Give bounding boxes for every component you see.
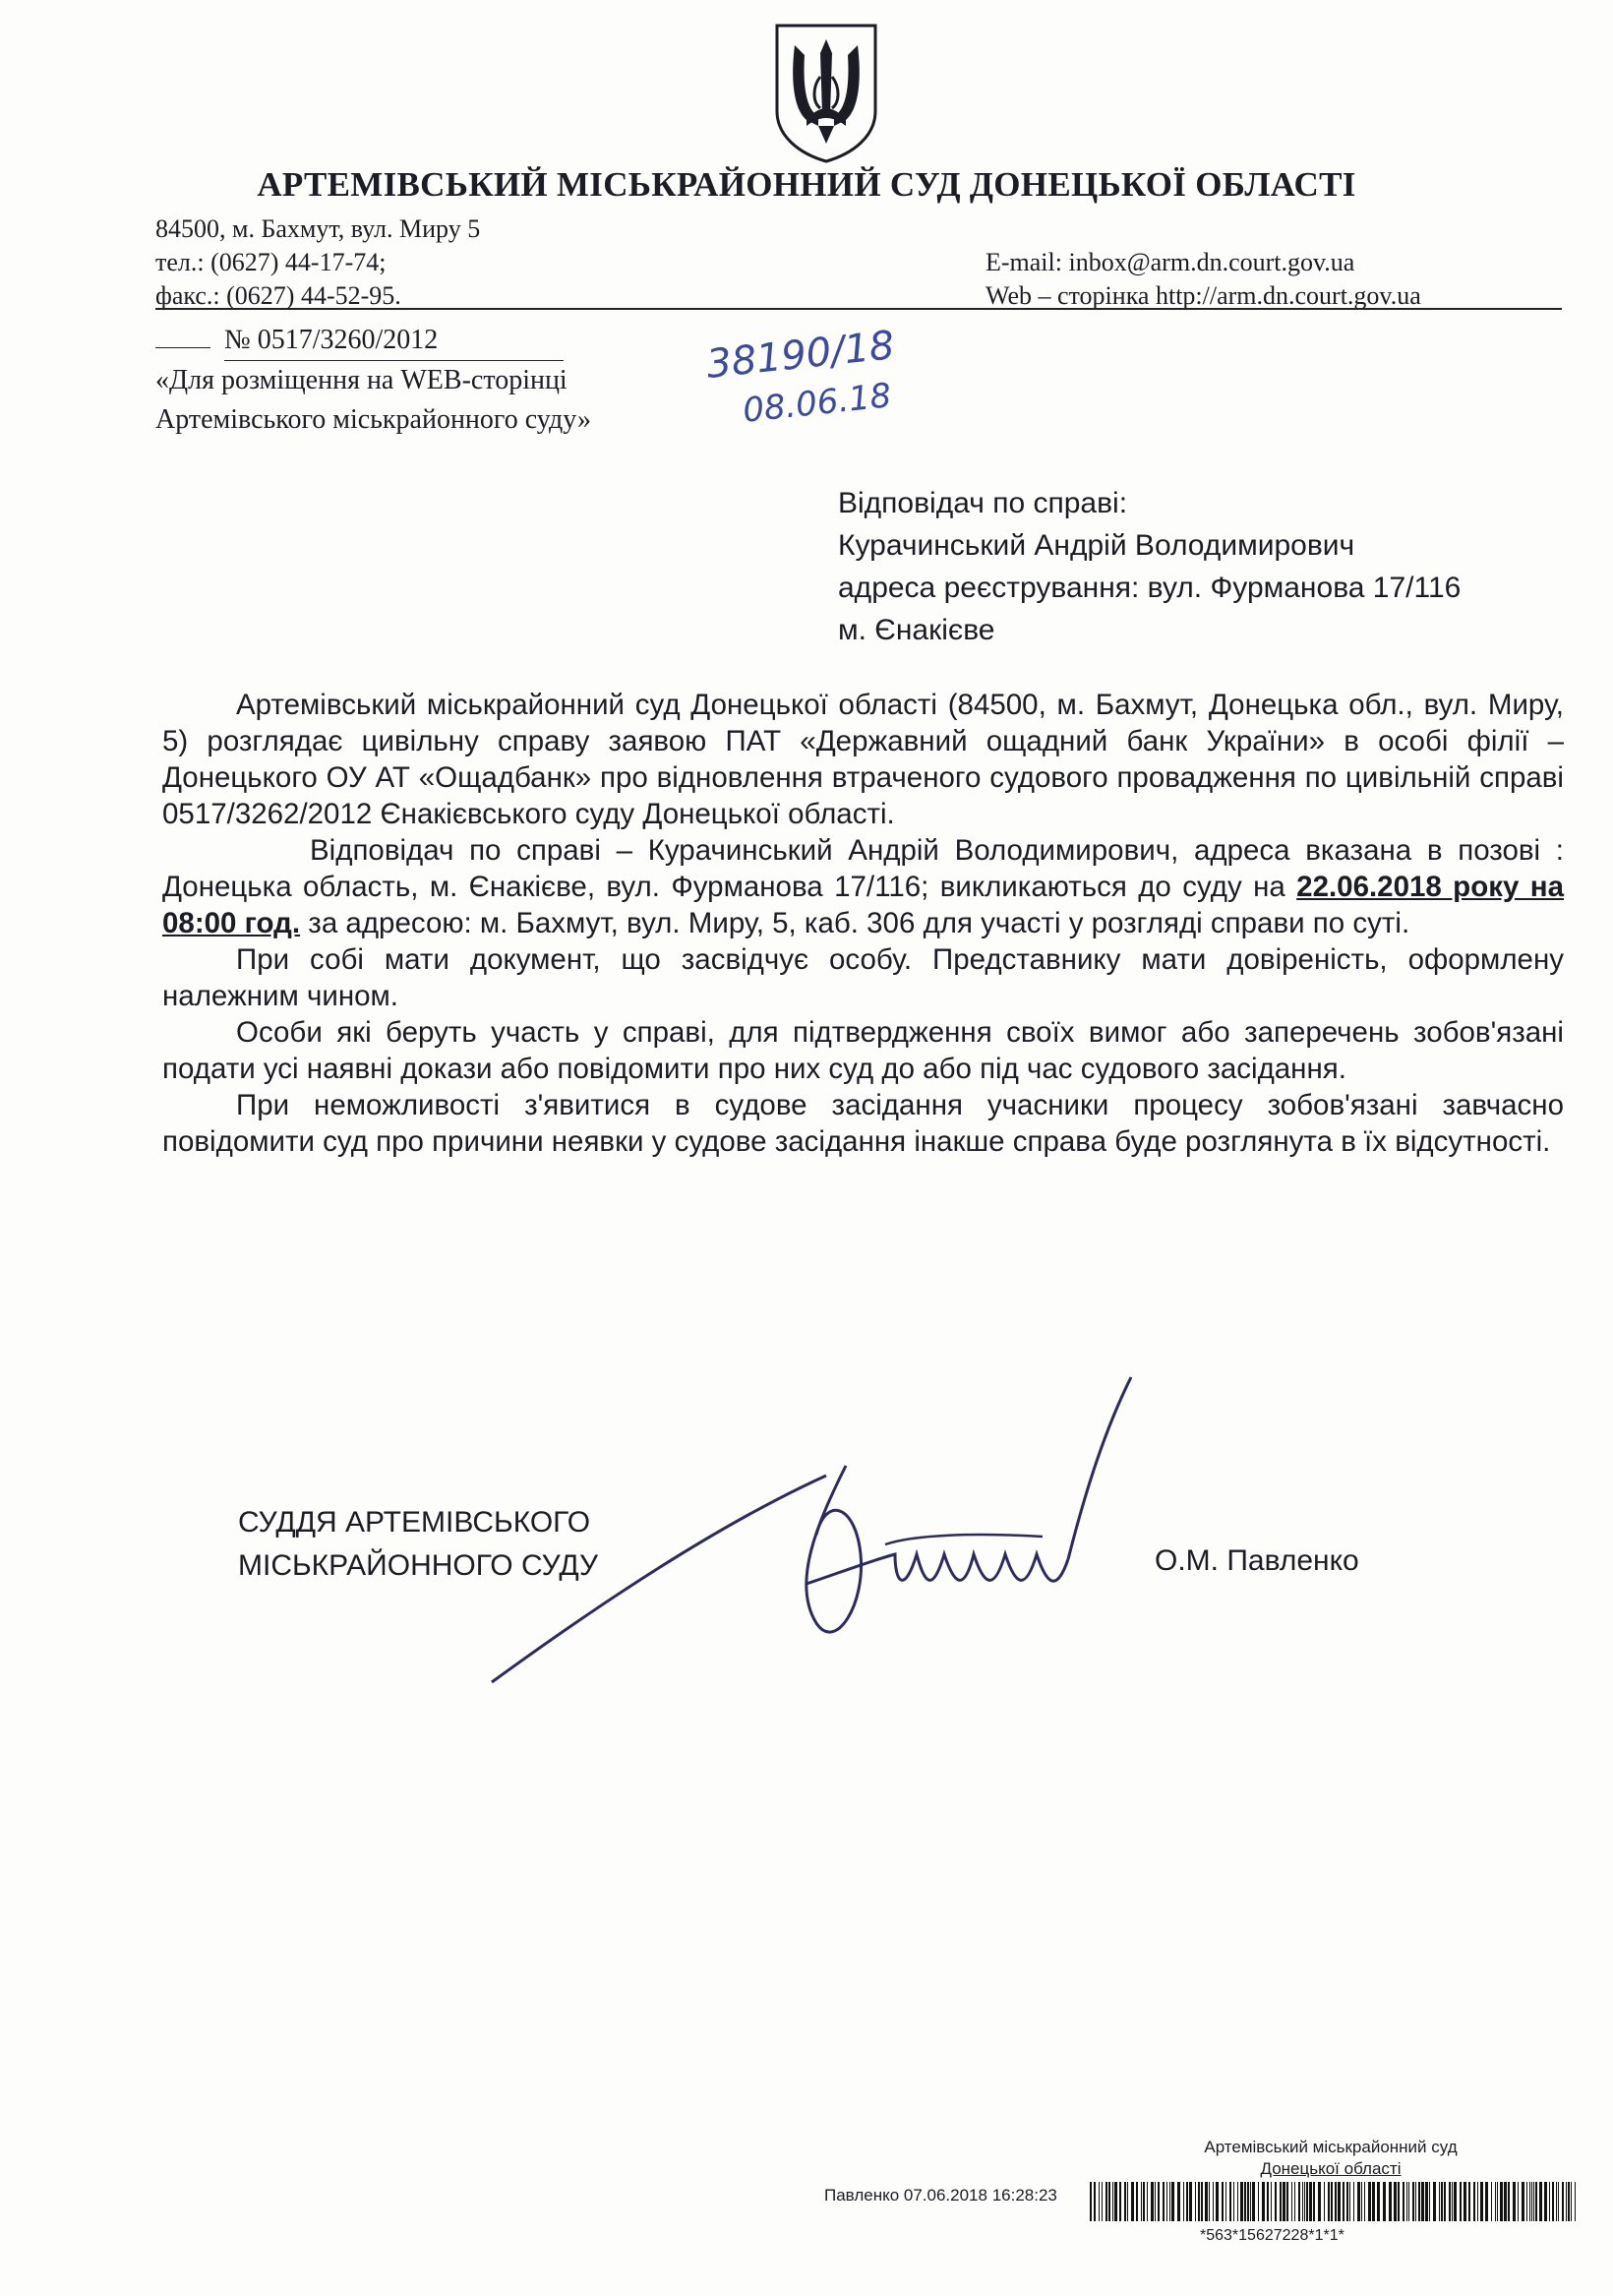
barcode-bar (1304, 2182, 1305, 2221)
barcode-bar (1544, 2182, 1547, 2221)
barcode-bar (1099, 2182, 1100, 2221)
barcode-bar (1418, 2182, 1420, 2221)
court-contacts-right (986, 246, 1421, 313)
barcode-bar (1201, 2182, 1203, 2221)
barcode-bar (1209, 2182, 1210, 2221)
barcode-bar (1368, 2182, 1371, 2221)
barcode-bar (1349, 2182, 1350, 2221)
registration-block (155, 321, 591, 440)
barcode-bar (1213, 2182, 1214, 2221)
barcode-bar (1566, 2182, 1567, 2221)
barcode-bar (1166, 2182, 1167, 2221)
barcode-bar (1240, 2182, 1243, 2221)
barcode-bar (1324, 2182, 1325, 2221)
judge-name: О.М. Павленко (1155, 1544, 1359, 1577)
barcode-bar (1468, 2182, 1470, 2221)
barcode-bar (1526, 2182, 1527, 2221)
barcode-bar (1364, 2182, 1365, 2221)
barcode-bar (1275, 2182, 1277, 2221)
web-note-line2: Артемівського міськрайонного суду» (155, 404, 591, 435)
barcode-bar (1533, 2182, 1534, 2221)
barcode-bar (1244, 2182, 1246, 2221)
court-name: АРТЕМІВСЬКИЙ МІСЬКРАЙОННИЙ СУД ДОНЕЦЬКОЇ ОБЛАСТІ (257, 165, 1356, 204)
barcode-bar (1491, 2182, 1492, 2221)
barcode-bar (1094, 2182, 1096, 2221)
barcode-bar (1298, 2182, 1300, 2221)
barcode-bar (1412, 2182, 1414, 2221)
court-phone: тел.: (0627) 44-17-74; (155, 248, 387, 276)
case-number: № 0517/3260/2012 (224, 321, 564, 361)
barcode-bar (1127, 2182, 1128, 2221)
barcode-bar (1252, 2182, 1255, 2221)
barcode-bar (1131, 2182, 1134, 2221)
barcode-bar (1112, 2182, 1113, 2221)
barcode-bar (1309, 2182, 1312, 2221)
barcode-bar (1444, 2182, 1446, 2221)
barcode-bar (1495, 2182, 1496, 2221)
barcode-bar (1454, 2182, 1457, 2221)
barcode-bar (1508, 2182, 1510, 2221)
barcode-bar (1485, 2182, 1488, 2221)
barcode-bar (1328, 2182, 1330, 2221)
registration-stamp-code: Павленко 07.06.2018 16:28:23 (824, 2186, 1057, 2205)
barcode-bar (1425, 2182, 1428, 2221)
barcode-bar (1283, 2182, 1285, 2221)
barcode-bar (1568, 2182, 1570, 2221)
barcode-bar (1343, 2182, 1344, 2221)
barcode-bar (1105, 2182, 1107, 2221)
barcode-bar (1513, 2182, 1516, 2221)
barcode-bar (1415, 2182, 1416, 2221)
barcode-bar (1522, 2182, 1524, 2221)
barcode-bar (1271, 2182, 1272, 2221)
paragraph-summons: Відповідач по справі – Курачинський Андрій Володимирович, адреса вказана в позові : Донецька область, м. Єнакієве, вул. Фурманова 17/116; викликаються до суду на 22.06.2018 року на 08:00 год. за адресою: м. Бахмут, вул. Миру, 5, каб. 306 для участі у розгляді справи по суті. (162, 834, 1564, 939)
barcode-bar (1294, 2182, 1295, 2221)
addressee-label: Відповідач по справі: (838, 487, 1128, 519)
barcode-bar (1258, 2182, 1259, 2221)
barcode-bar (1394, 2182, 1397, 2221)
paragraph-absence: При неможливості з'явитися в судове засідання учасники процесу зобов'язані завчасно повідомити суд про причини неявки у судове засідання інакше справа буде розглянута в їх відсутності. (162, 1089, 1564, 1158)
barcode-bar (1562, 2182, 1564, 2221)
barcode-bar (1147, 2182, 1148, 2221)
barcode-bar (1441, 2182, 1443, 2221)
barcode-bar (1247, 2182, 1249, 2221)
barcode-bar (1464, 2182, 1466, 2221)
barcode-bar (1262, 2182, 1265, 2221)
barcode-bar (1433, 2182, 1436, 2221)
paragraph-evidence: Особи які беруть участь у справі, для підтвердження своїх вимог або заперечень зобов'язані подати усі наявні докази або повідомити про них суд до або під час судового засідання. (162, 1016, 1564, 1085)
barcode-bar (1331, 2182, 1333, 2221)
barcode-bar (1460, 2182, 1462, 2221)
barcode-bar (1408, 2182, 1409, 2221)
barcode-bar (1439, 2182, 1440, 2221)
barcode-bar (1198, 2182, 1200, 2221)
barcode-bar (1556, 2182, 1557, 2221)
paragraph-case: Артемівський міськрайонний суд Донецької області (84500, м. Бахмут, Донецька обл., вул. Миру, 5) розглядає цивільну справу заявою ПАТ «Державний ощадний банк України» в особі філії – Донецького ОУ АТ «Ощадбанк» про відновлення втраченого судового провадження по цивільній справі 0517/3262/2012 Єнакієвського суду Донецької області. (162, 689, 1564, 830)
header-divider (155, 308, 1562, 310)
web-note-line1: «Для розміщення на WEB-сторінці (155, 365, 568, 395)
barcode-bar (1302, 2182, 1303, 2221)
barcode-bar (1529, 2182, 1530, 2221)
barcode-bar (1377, 2182, 1380, 2221)
barcode-bar (1250, 2182, 1251, 2221)
barcode-bar (1195, 2182, 1196, 2221)
hearing-date: 22.06.2018 року на 08:00 год. (162, 871, 1564, 939)
barcode-bar (1558, 2182, 1559, 2221)
court-web: Web – сторінка http://arm.dn.court.gov.ua (986, 281, 1421, 310)
barcode-bar (1151, 2182, 1154, 2221)
registration-stamp-court: Артемівський міськрайонний суд Донецької області (1204, 2138, 1458, 2178)
barcode (1090, 2182, 1582, 2221)
handwritten-incoming-date: 08.06.18 (741, 376, 894, 431)
barcode-bar (1141, 2182, 1142, 2221)
barcode-bar (1372, 2182, 1375, 2221)
barcode-bar (1222, 2182, 1224, 2221)
barcode-bar (1449, 2182, 1451, 2221)
barcode-bar (1335, 2182, 1337, 2221)
barcode-bar (1171, 2182, 1174, 2221)
barcode-bar (1183, 2182, 1184, 2221)
barcode-bar (1216, 2182, 1219, 2221)
barcode-bar (1383, 2182, 1386, 2221)
court-fax: факс.: (0627) 44-52-95. (155, 281, 401, 310)
barcode-bar (1102, 2182, 1103, 2221)
barcode-bar (1205, 2182, 1208, 2221)
barcode-bar (1286, 2182, 1288, 2221)
barcode-bar (1552, 2182, 1554, 2221)
barcode-bar (1318, 2182, 1321, 2221)
barcode-bar (1163, 2182, 1165, 2221)
barcode-bar (1291, 2182, 1292, 2221)
barcode-bar (1421, 2182, 1424, 2221)
paragraph-documents: При собі мати документ, що засвідчує особу. Представнику мати довіреність, оформлену належним чином. (162, 943, 1564, 1012)
addressee-registration: адреса реєстрування: вул. Фурманова 17/116 (838, 572, 1462, 604)
court-contacts-left (155, 212, 480, 313)
barcode-bar (1189, 2182, 1192, 2221)
barcode-bar (1398, 2182, 1400, 2221)
barcode-bar (1500, 2182, 1503, 2221)
barcode-bar (1313, 2182, 1315, 2221)
court-address: 84500, м. Бахмут, вул. Миру 5 (155, 214, 481, 243)
barcode-bar (1549, 2182, 1550, 2221)
barcode-bar (1136, 2182, 1138, 2221)
barcode-bar (1267, 2182, 1269, 2221)
barcode-number: *563*15627228*1*1* (1200, 2227, 1344, 2244)
barcode-bar (1306, 2182, 1308, 2221)
barcode-bar (1535, 2182, 1537, 2221)
barcode-bar (1225, 2182, 1226, 2221)
barcode-bar (1280, 2182, 1282, 2221)
barcode-bar (1124, 2182, 1126, 2221)
barcode-bar (1169, 2182, 1170, 2221)
barcode-bar (1571, 2182, 1572, 2221)
notice-body (162, 687, 1564, 1160)
barcode-bar (1346, 2182, 1348, 2221)
barcode-bar (1338, 2182, 1341, 2221)
barcode-bar (1108, 2182, 1110, 2221)
addressee-name: Курачинський Андрій Володимирович (838, 529, 1355, 562)
barcode-bar (1357, 2182, 1360, 2221)
barcode-bar (1429, 2182, 1430, 2221)
barcode-bar (1403, 2182, 1404, 2221)
barcode-bar (1531, 2182, 1532, 2221)
addressee-city: м. Єнакієве (838, 614, 995, 646)
barcode-bar (1114, 2182, 1117, 2221)
barcode-bar (1237, 2182, 1238, 2221)
barcode-bar (1233, 2182, 1234, 2221)
barcode-bar (1539, 2182, 1542, 2221)
court-email: E-mail: inbox@arm.dn.court.gov.ua (986, 248, 1355, 276)
handwritten-signature (462, 1358, 1170, 1692)
barcode-bar (1389, 2182, 1392, 2221)
barcode-bar (1480, 2182, 1483, 2221)
barcode-bar (1158, 2182, 1160, 2221)
coat-of-arms-icon (767, 18, 885, 165)
barcode-bar (1143, 2182, 1145, 2221)
barcode-bar (1477, 2182, 1478, 2221)
judge-title: СУДДЯ АРТЕМІВСЬКОГО МІСЬКРАЙОННОГО СУДУ (238, 1506, 599, 1582)
barcode-bar (1186, 2182, 1188, 2221)
barcode-bar (1452, 2182, 1453, 2221)
barcode-bar (1575, 2182, 1576, 2221)
barcode-bar (1361, 2182, 1362, 2221)
barcode-bar (1406, 2182, 1407, 2221)
barcode-bar (1155, 2182, 1156, 2221)
barcode-bar (1119, 2182, 1121, 2221)
barcode-bar (1518, 2182, 1519, 2221)
barcode-bar (1473, 2182, 1475, 2221)
barcode-bar (1504, 2182, 1507, 2221)
barcode-bar (1090, 2182, 1092, 2221)
barcode-bar (1177, 2182, 1180, 2221)
barcode-bar (1353, 2182, 1354, 2221)
handwritten-incoming-number: 38190/18 (704, 323, 897, 388)
barcode-bar (1497, 2182, 1498, 2221)
addressee-block (838, 482, 1461, 651)
barcode-bar (1229, 2182, 1231, 2221)
